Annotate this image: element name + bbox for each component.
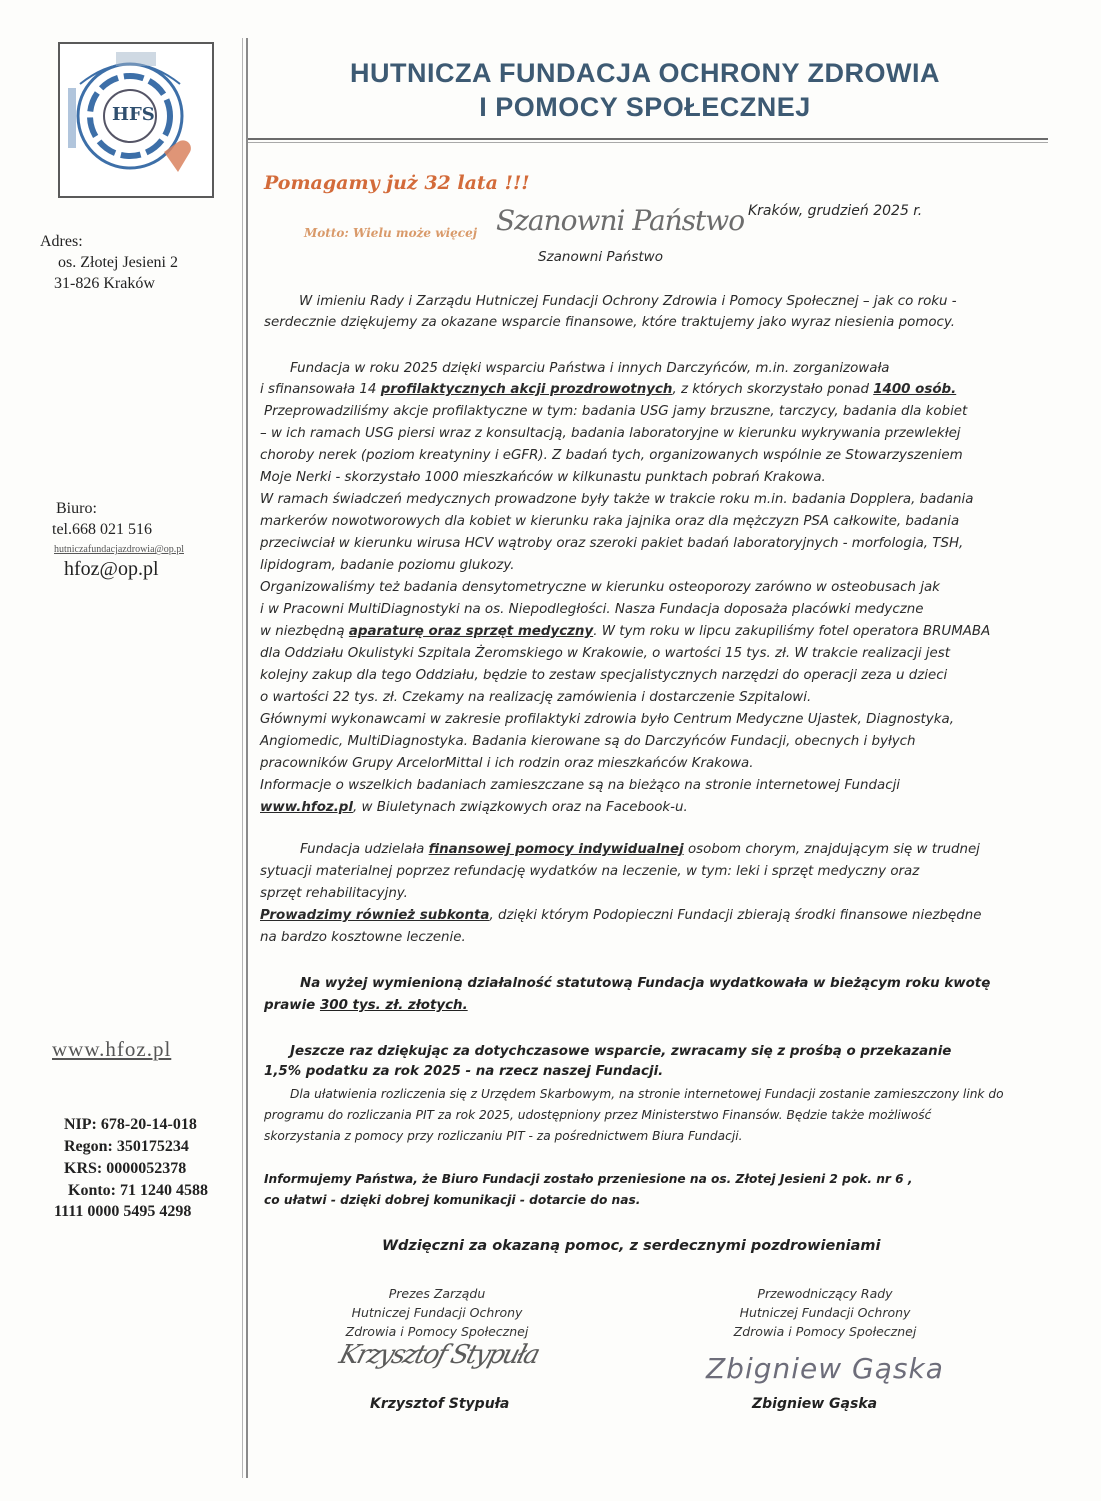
header-divider <box>248 138 1048 140</box>
para2-line6: Moje Nerki - skorzystało 1000 mieszkańców w kilkunastu punktach pobrań Krakowa. <box>260 470 826 485</box>
para2-line19: pracowników Grupy ArcelorMittal i ich rodzin oraz mieszkańców Krakowa. <box>260 756 754 771</box>
regon-number: Regon: 350175234 <box>64 1138 189 1155</box>
para6-line2: co ułatwi - dzięki dobrej komunikacji - dotarcie do nas. <box>264 1193 641 1207</box>
para2-line5: choroby nerek (poziom kreatyniny i eGFR). Z badań tych, organizowanych wspólnie ze Stowarzyszeniem <box>260 448 963 463</box>
highlight-individual-aid: finansowej pomocy indywidualnej <box>428 842 684 857</box>
office-email-1[interactable]: hutniczafundacjazdrowia@op.pl <box>54 544 184 555</box>
page-title-line2: I POMOCY SPOŁECZNEJ <box>479 92 811 122</box>
page-title-line1: HUTNICZA FUNDACJA OCHRONY ZDROWIA <box>350 58 940 88</box>
para2-line14: dla Oddziału Okulistyki Szpitala Żeromskiego w Krakowie, o wartości 15 tys. zł. W trakcie realizacji jest <box>260 646 950 661</box>
highlight-prevention-actions: profilaktycznych akcji prozdrowotnych <box>380 382 673 397</box>
office-email-2[interactable]: hfoz@op.pl <box>64 558 159 580</box>
para4-line1: Na wyżej wymienioną działalność statutową Fundacja wydatkowała w bieżącym roku kwotę <box>300 976 991 991</box>
motto-text: Motto: Wielu może więcej <box>304 226 478 240</box>
para6-line1: Informujemy Państwa, że Biuro Fundacji zostało przeniesione na os. Złotej Jesieni 2 pok. nr 6 , <box>264 1172 913 1186</box>
para3-line2: sytuacji materialnej poprzez refundację wydatków na leczenie, w tym: leki i sprzęt medyczny oraz <box>260 864 920 879</box>
closing-line: Wdzięczni za okazaną pomoc, z serdecznymi pozdrowieniami <box>382 1238 881 1254</box>
highlight-300k: 300 tys. zł. złotych. <box>319 998 468 1013</box>
para2-line3: Przeprowadziliśmy akcje profilaktyczne w tym: badania USG jamy brzuszne, tarczycy, badania dla kobiet <box>264 404 968 419</box>
salutation: Szanowni Państwo <box>538 249 663 265</box>
signature-left: Krzysztof Stypuła <box>335 1340 542 1370</box>
para5-line2: 1,5% podatku za rok 2025 - na rzecz naszej Fundacji. <box>264 1064 664 1079</box>
nip-number: NIP: 678-20-14-018 <box>64 1116 197 1133</box>
highlight-equipment: aparaturę oraz sprzęt medyczny <box>348 624 594 639</box>
vertical-divider-inner <box>242 38 243 1478</box>
para2-line13: w niezbędną aparaturę oraz sprzęt medyczny. W tym roku w lipcu zakupiliśmy fotel operatora BRUMABA <box>260 624 991 639</box>
para2-line8: markerów nowotworowych dla kobiet w kierunku raka jajnika oraz dla mężczyzn PSA całkowite, badania <box>260 514 960 529</box>
foundation-logo <box>58 42 214 198</box>
highlight-subaccounts: Prowadzimy również subkonta <box>260 908 490 923</box>
slogan: Pomagamy już 32 lata !!! <box>264 172 530 194</box>
para2-line16: o wartości 22 tys. zł. Czekamy na realizację zamówienia i dostarczenie Szpitalowi. <box>260 690 812 705</box>
signatory-left-name: Krzysztof Stypuła <box>370 1396 510 1412</box>
para4-line2: prawie 300 tys. zł. złotych. <box>264 998 468 1013</box>
para2-line12: i w Pracowni MultiDiagnostyki na os. Niepodległości. Nasza Fundacja doposaża placówki medyczne <box>260 602 924 617</box>
date-line: Kraków, grudzień 2025 r. <box>748 203 923 219</box>
signature-right: Zbigniew Gąska <box>706 1352 944 1385</box>
para2-line10: lipidogram, badanie poziomu glukozy. <box>260 558 515 573</box>
header-divider-inner <box>248 142 1048 143</box>
para3-line4: Prowadzimy również subkonta, dzięki którym Podopieczni Fundacji zbierają środki finansowe niezbędne <box>260 908 982 923</box>
office-phone: tel.668 021 516 <box>52 521 152 538</box>
signatory-left-titles: Prezes Zarządu Hutniczej Fundacji Ochrony Zdrowia i Pomocy Społecznej <box>345 1286 529 1339</box>
para2-line9: przeciwciał w kierunku wirusa HCV wątroby oraz szeroki pakiet badań laboratoryjnych - morfologia, TSH, <box>260 536 964 551</box>
para5-line4: programu do rozliczania PIT za rok 2025, udostępniony przez Ministerstwo Finansów. Będzie także możliwość <box>264 1108 932 1122</box>
bank-account: Konto: 71 1240 4588 <box>68 1182 208 1199</box>
logo-initials: HFS <box>112 104 155 125</box>
para2-line20: Informacje o wszelkich badaniach zamieszczane są na bieżąco na stronie internetowej Fundacji <box>260 778 901 793</box>
website-link[interactable]: www.hfoz.pl <box>52 1037 172 1061</box>
address-label: Adres: <box>40 233 83 250</box>
krs-number: KRS: 0000052378 <box>64 1160 187 1177</box>
vertical-divider <box>246 38 248 1478</box>
para2-line17: Głównymi wykonawcami w zakresie profilaktyki zdrowia było Centrum Medyczne Ujastek, Diagnostyka, <box>260 712 954 727</box>
para2-line15: kolejny zakup dla tego Oddziału, będzie to zestaw specjalistycznych narzędzi do operacji zeza u dzieci <box>260 668 948 683</box>
para2-line7: W ramach świadczeń medycznych prowadzone były także w trakcie roku m.in. badania Dopplera, badania <box>260 492 974 507</box>
highlight-1400: 1400 osób. <box>873 382 957 397</box>
para5-line5: skorzystania z pomocy przy rozliczaniu PIT - za pośrednictwem Biura Fundacji. <box>264 1129 743 1143</box>
para1-line2: serdecznie dziękujemy za okazane wsparcie finansowe, które traktujemy jako wyraz niesienia pomocy. <box>264 315 956 330</box>
para1-line1: W imieniu Rady i Zarządu Hutniczej Fundacji Ochrony Zdrowia i Pomocy Społecznej – jak co roku - <box>299 294 957 309</box>
address-city: 31-826 Kraków <box>54 275 155 292</box>
para3-line1: Fundacja udzielała finansowej pomocy indywidualnej osobom chorym, znajdującym się w trudnej <box>300 842 980 857</box>
handwritten-greeting: Szanowni Państwo <box>496 204 745 237</box>
bank-account-cont: 1111 0000 5495 4298 <box>54 1203 192 1220</box>
para2-line18: Angiomedic, MultiDiagnostyka. Badania kierowane są do Darczyńców Fundacji, obecnych i byłych <box>260 734 916 749</box>
para3-line5: na bardzo kosztowne leczenie. <box>260 930 466 945</box>
para5-line3: Dla ułatwienia rozliczenia się z Urzędem Skarbowym, na stronie internetowej Fundacji zostanie zamieszczony link do <box>290 1087 1004 1101</box>
office-label: Biuro: <box>56 500 97 517</box>
para2-line4: – w ich ramach USG piersi wraz z konsultacją, badania laboratoryjne w kierunku wykrywania przewlekłej <box>260 426 961 441</box>
address-street: os. Złotej Jesieni 2 <box>58 254 178 271</box>
para2-line2: i sfinansowała 14 profilaktycznych akcji prozdrowotnych, z których skorzystało ponad 1400 osób. <box>260 382 957 397</box>
para2-line11: Organizowaliśmy też badania densytometryczne w kierunku osteoporozy zarówno w osteobusach jak <box>260 580 940 595</box>
para3-line3: sprzęt rehabilitacyjny. <box>260 886 408 901</box>
para5-line1: Jeszcze raz dziękując za dotychczasowe wsparcie, zwracamy się z prośbą o przekazanie <box>290 1044 952 1059</box>
signatory-right-titles: Przewodniczący Rady Hutniczej Fundacji Ochrony Zdrowia i Pomocy Społecznej <box>733 1286 917 1339</box>
signatory-right-name: Zbigniew Gąska <box>752 1396 878 1412</box>
website-inline-link[interactable]: www.hfoz.pl <box>260 800 353 815</box>
para2-line21: www.hfoz.pl, w Biuletynach związkowych oraz na Facebook-u. <box>260 800 688 815</box>
para2-line1: Fundacja w roku 2025 dzięki wsparciu Państwa i innych Darczyńców, m.in. zorganizowała <box>290 361 890 376</box>
